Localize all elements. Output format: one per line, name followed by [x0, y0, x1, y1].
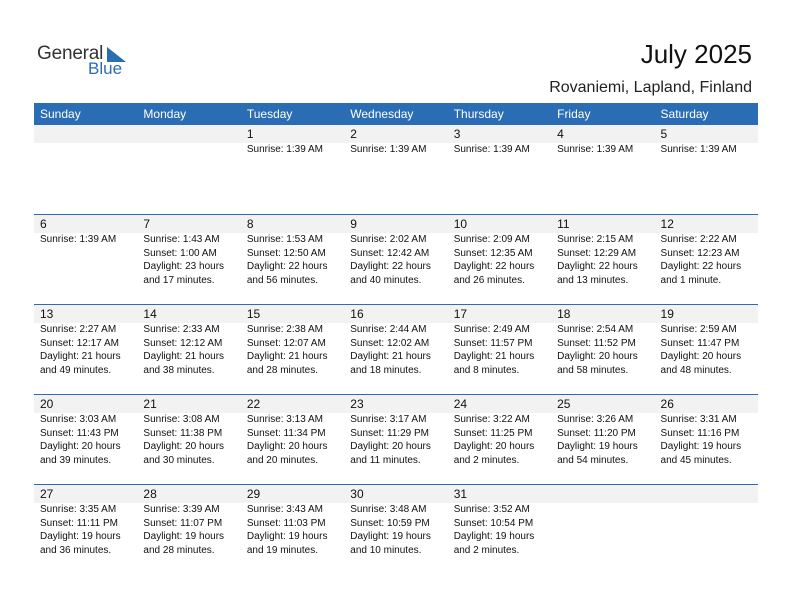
- day-detail-line: Sunrise: 2:59 AM: [660, 324, 737, 335]
- day-detail-line: Daylight: 20 hours: [143, 441, 225, 452]
- day-number: 10: [453, 217, 468, 231]
- day-detail-line: Sunset: 11:25 PM: [453, 427, 533, 439]
- day-detail-line: and 49 minutes.: [40, 364, 112, 376]
- day-number: 1: [246, 127, 254, 141]
- day-detail-line: and 36 minutes.: [40, 544, 112, 556]
- day-detail-line: Sunset: 12:23 AM: [660, 247, 740, 259]
- day-detail-line: Sunrise: 3:48 AM: [350, 504, 427, 515]
- day-detail-line: Sunrise: 1:53 AM: [246, 234, 323, 245]
- day-detail-line: Sunset: 11:57 PM: [453, 337, 533, 349]
- day-detail-line: Sunrise: 1:39 AM: [660, 144, 737, 155]
- day-detail-line: Sunrise: 2:15 AM: [557, 234, 634, 245]
- day-cell: [551, 125, 654, 157]
- day-detail-line: and 26 minutes.: [453, 274, 525, 286]
- day-detail-line: Sunset: 11:11 PM: [40, 517, 119, 529]
- day-detail-line: Sunset: 11:16 PM: [660, 427, 740, 439]
- day-detail-line: Sunrise: 1:43 AM: [143, 234, 220, 245]
- day-number: 3: [453, 127, 461, 141]
- day-detail-line: Sunset: 12:02 AM: [350, 337, 430, 349]
- day-cell: [137, 485, 240, 557]
- day-number: 11: [557, 217, 570, 231]
- week-cells: [34, 215, 758, 287]
- day-detail-line: and 20 minutes.: [246, 454, 319, 466]
- page-title: July 2025: [640, 39, 752, 69]
- day-detail-line: Daylight: 21 hours: [350, 351, 431, 362]
- day-detail-line: Daylight: 20 hours: [557, 351, 638, 362]
- day-detail-line: Sunrise: 3:39 AM: [143, 504, 220, 515]
- day-detail-line: Sunrise: 1:39 AM: [350, 144, 427, 155]
- day-detail-line: and 13 minutes.: [557, 274, 629, 286]
- day-detail-line: and 1 minute.: [660, 274, 722, 286]
- day-detail-line: Sunset: 10:54 PM: [453, 517, 534, 529]
- day-detail-line: and 8 minutes.: [453, 364, 520, 376]
- day-cell: [34, 485, 137, 557]
- day-cell: [551, 215, 654, 287]
- day-detail-line: and 19 minutes.: [246, 544, 319, 556]
- day-detail-line: Daylight: 21 hours: [453, 351, 535, 362]
- day-detail-line: Sunset: 1:00 AM: [143, 247, 217, 259]
- day-detail-line: Sunset: 11:20 PM: [557, 427, 636, 439]
- day-cell: [448, 395, 551, 467]
- day-detail-line: Daylight: 20 hours: [246, 441, 328, 452]
- day-number: 21: [143, 397, 157, 411]
- day-number: 26: [660, 397, 674, 411]
- day-cell: [344, 305, 447, 377]
- day-number: 17: [453, 307, 468, 321]
- day-detail-line: Daylight: 21 hours: [143, 351, 225, 362]
- day-cell: [241, 305, 344, 377]
- day-detail-line: Sunset: 11:52 PM: [557, 337, 636, 349]
- day-detail-line: and 30 minutes.: [143, 454, 215, 466]
- day-number: 30: [350, 487, 364, 501]
- day-detail-line: Sunrise: 3:35 AM: [40, 504, 117, 515]
- day-cell: [344, 125, 447, 157]
- weekday-header: [34, 103, 758, 125]
- day-detail-line: Daylight: 19 hours: [453, 531, 535, 542]
- day-detail-line: Sunset: 12:29 AM: [557, 247, 637, 259]
- day-number: 31: [453, 487, 468, 501]
- day-number: 22: [246, 397, 261, 411]
- calendar-week: [34, 125, 758, 214]
- weekday-monday: Monday: [143, 107, 187, 121]
- day-detail-line: Sunrise: 3:22 AM: [453, 414, 530, 425]
- day-cell: [344, 485, 447, 557]
- weekday-tuesday: Tuesday: [246, 107, 293, 121]
- day-detail-line: Daylight: 21 hours: [40, 351, 121, 362]
- day-cell: [34, 305, 137, 377]
- day-cell: [448, 215, 551, 287]
- day-cell: [344, 215, 447, 287]
- day-cell: [241, 125, 344, 157]
- day-detail-line: and 48 minutes.: [660, 364, 732, 376]
- day-detail-line: Sunset: 11:47 PM: [660, 337, 740, 349]
- day-number: 29: [246, 487, 261, 501]
- day-detail-line: Daylight: 21 hours: [246, 351, 328, 362]
- day-number: 28: [143, 487, 157, 501]
- day-cell: [137, 395, 240, 467]
- weekday-wednesday: Wednesday: [350, 107, 414, 121]
- day-number: [557, 485, 654, 503]
- day-detail-line: and 28 minutes.: [246, 364, 319, 376]
- day-number: 7: [143, 217, 151, 231]
- day-cell: [655, 215, 758, 287]
- day-number: 4: [557, 127, 564, 141]
- day-detail-line: Sunrise: 3:08 AM: [143, 414, 220, 425]
- day-cell: [655, 485, 758, 557]
- day-detail-line: Sunrise: 3:13 AM: [246, 414, 323, 425]
- day-detail-line: Sunset: 11:43 PM: [40, 427, 119, 439]
- day-detail-line: Sunrise: 1:39 AM: [557, 144, 634, 155]
- day-detail-line: Daylight: 19 hours: [40, 531, 121, 542]
- day-cell: [241, 215, 344, 287]
- day-detail-line: and 39 minutes.: [40, 454, 112, 466]
- day-cell: [34, 125, 137, 157]
- day-number: 6: [40, 217, 47, 231]
- day-number: 8: [246, 217, 254, 231]
- day-cell: [241, 395, 344, 467]
- day-cell: [655, 395, 758, 467]
- day-detail-line: and 58 minutes.: [557, 364, 629, 376]
- day-number: [40, 125, 137, 143]
- day-detail-line: Daylight: 19 hours: [143, 531, 225, 542]
- day-detail-line: Sunrise: 2:54 AM: [557, 324, 634, 335]
- day-number: 23: [350, 397, 364, 411]
- day-detail-line: Sunset: 12:07 AM: [246, 337, 326, 349]
- day-detail-line: Daylight: 22 hours: [453, 261, 535, 272]
- day-detail-line: Daylight: 19 hours: [660, 441, 742, 452]
- day-number: 2: [350, 127, 357, 141]
- logo-general-text: General: [37, 43, 104, 64]
- day-detail-line: Daylight: 19 hours: [246, 531, 328, 542]
- day-detail-line: and 17 minutes.: [143, 274, 215, 286]
- week-cells: [34, 395, 758, 467]
- logo-blue-text: Blue: [88, 59, 123, 78]
- brand-logo: [37, 44, 137, 80]
- day-detail-line: Sunset: 12:50 AM: [246, 247, 326, 259]
- day-number: 27: [40, 487, 54, 501]
- day-number: [661, 485, 758, 503]
- day-cell: [551, 485, 654, 557]
- day-cell: [137, 215, 240, 287]
- day-detail-line: Sunrise: 2:09 AM: [453, 234, 530, 245]
- day-detail-line: Sunset: 11:29 PM: [350, 427, 430, 439]
- location-subtitle: Rovaniemi, Lapland, Finland: [549, 79, 752, 96]
- calendar-weeks: [34, 125, 758, 574]
- day-detail-line: Daylight: 22 hours: [350, 261, 431, 272]
- day-detail-line: and 38 minutes.: [143, 364, 215, 376]
- day-detail-line: Sunrise: 2:27 AM: [40, 324, 117, 335]
- day-detail-line: Daylight: 22 hours: [557, 261, 638, 272]
- day-detail-line: Sunset: 12:35 AM: [453, 247, 533, 259]
- weekday-sunday: Sunday: [40, 107, 81, 121]
- day-cell: [34, 395, 137, 467]
- day-detail-line: Daylight: 20 hours: [350, 441, 431, 452]
- day-cell: [344, 395, 447, 467]
- day-cell: [448, 125, 551, 157]
- day-cell: [448, 305, 551, 377]
- day-detail-line: and 18 minutes.: [350, 364, 422, 376]
- day-cell: [551, 395, 654, 467]
- weekday-friday: Friday: [557, 107, 591, 121]
- week-cells: [34, 125, 758, 157]
- day-number: 12: [660, 217, 674, 231]
- day-detail-line: Sunrise: 2:33 AM: [143, 324, 220, 335]
- day-detail-line: Daylight: 20 hours: [453, 441, 535, 452]
- calendar-week: [34, 394, 758, 484]
- day-detail-line: Sunrise: 3:43 AM: [246, 504, 323, 515]
- day-detail-line: Sunrise: 3:52 AM: [453, 504, 530, 515]
- day-detail-line: and 56 minutes.: [246, 274, 319, 286]
- day-detail-line: and 10 minutes.: [350, 544, 422, 556]
- day-detail-line: Sunrise: 3:17 AM: [350, 414, 427, 425]
- day-number: 5: [660, 127, 668, 141]
- day-number: [143, 125, 240, 143]
- calendar-week: [34, 304, 758, 394]
- weekday-thursday: Thursday: [453, 107, 504, 121]
- day-detail-line: Sunset: 11:38 PM: [143, 427, 223, 439]
- day-detail-line: Sunrise: 1:39 AM: [453, 144, 530, 155]
- day-detail-line: Sunset: 11:03 PM: [246, 517, 326, 529]
- day-detail-line: Sunset: 11:34 PM: [246, 427, 326, 439]
- day-detail-line: Sunset: 12:17 AM: [40, 337, 119, 349]
- day-number: 20: [40, 397, 54, 411]
- day-cell: [655, 305, 758, 377]
- day-number: 24: [453, 397, 468, 411]
- day-detail-line: Daylight: 22 hours: [246, 261, 328, 272]
- day-detail-line: Daylight: 23 hours: [143, 261, 225, 272]
- day-detail-line: Daylight: 20 hours: [660, 351, 742, 362]
- day-detail-line: Sunrise: 2:44 AM: [350, 324, 427, 335]
- day-detail-line: and 2 minutes.: [453, 454, 520, 466]
- day-detail-line: Sunrise: 2:22 AM: [660, 234, 737, 245]
- day-detail-line: and 40 minutes.: [350, 274, 422, 286]
- day-number: 13: [40, 307, 54, 321]
- day-detail-line: Sunrise: 2:02 AM: [350, 234, 427, 245]
- calendar-week: [34, 484, 758, 574]
- day-detail-line: and 2 minutes.: [453, 544, 520, 556]
- day-number: 16: [350, 307, 364, 321]
- day-detail-line: Sunrise: 2:49 AM: [453, 324, 530, 335]
- day-detail-line: and 54 minutes.: [557, 454, 629, 466]
- day-number: 9: [350, 217, 357, 231]
- day-detail-line: Daylight: 19 hours: [350, 531, 431, 542]
- day-detail-line: Daylight: 20 hours: [40, 441, 121, 452]
- day-number: 19: [660, 307, 674, 321]
- day-cell: [551, 305, 654, 377]
- day-detail-line: Daylight: 22 hours: [660, 261, 742, 272]
- day-number: 15: [246, 307, 261, 321]
- week-cells: [34, 485, 758, 557]
- day-cell: [241, 485, 344, 557]
- day-detail-line: Sunrise: 1:39 AM: [246, 144, 323, 155]
- day-number: 25: [557, 397, 571, 411]
- day-number: 18: [557, 307, 571, 321]
- day-detail-line: Sunrise: 3:26 AM: [557, 414, 634, 425]
- day-detail-line: and 28 minutes.: [143, 544, 215, 556]
- weekday-saturday: Saturday: [660, 107, 709, 121]
- day-detail-line: Sunset: 11:07 PM: [143, 517, 223, 529]
- day-cell: [34, 215, 137, 287]
- day-detail-line: Sunset: 12:12 AM: [143, 337, 223, 349]
- day-number: 14: [143, 307, 157, 321]
- calendar-week: [34, 214, 758, 304]
- day-cell: [137, 305, 240, 377]
- day-detail-line: and 45 minutes.: [660, 454, 732, 466]
- day-detail-line: Sunset: 12:42 AM: [350, 247, 430, 259]
- day-detail-line: Sunrise: 3:03 AM: [40, 414, 117, 425]
- day-cell: [655, 125, 758, 157]
- day-detail-line: Sunrise: 2:38 AM: [246, 324, 323, 335]
- day-cell: [137, 125, 240, 157]
- calendar-grid: [34, 103, 758, 574]
- day-detail-line: and 11 minutes.: [350, 454, 421, 466]
- day-detail-line: Sunset: 10:59 PM: [350, 517, 430, 529]
- day-cell: [448, 485, 551, 557]
- day-detail-line: Sunrise: 1:39 AM: [40, 234, 117, 245]
- day-detail-line: Daylight: 19 hours: [557, 441, 638, 452]
- day-detail-line: Sunrise: 3:31 AM: [660, 414, 737, 425]
- week-cells: [34, 305, 758, 377]
